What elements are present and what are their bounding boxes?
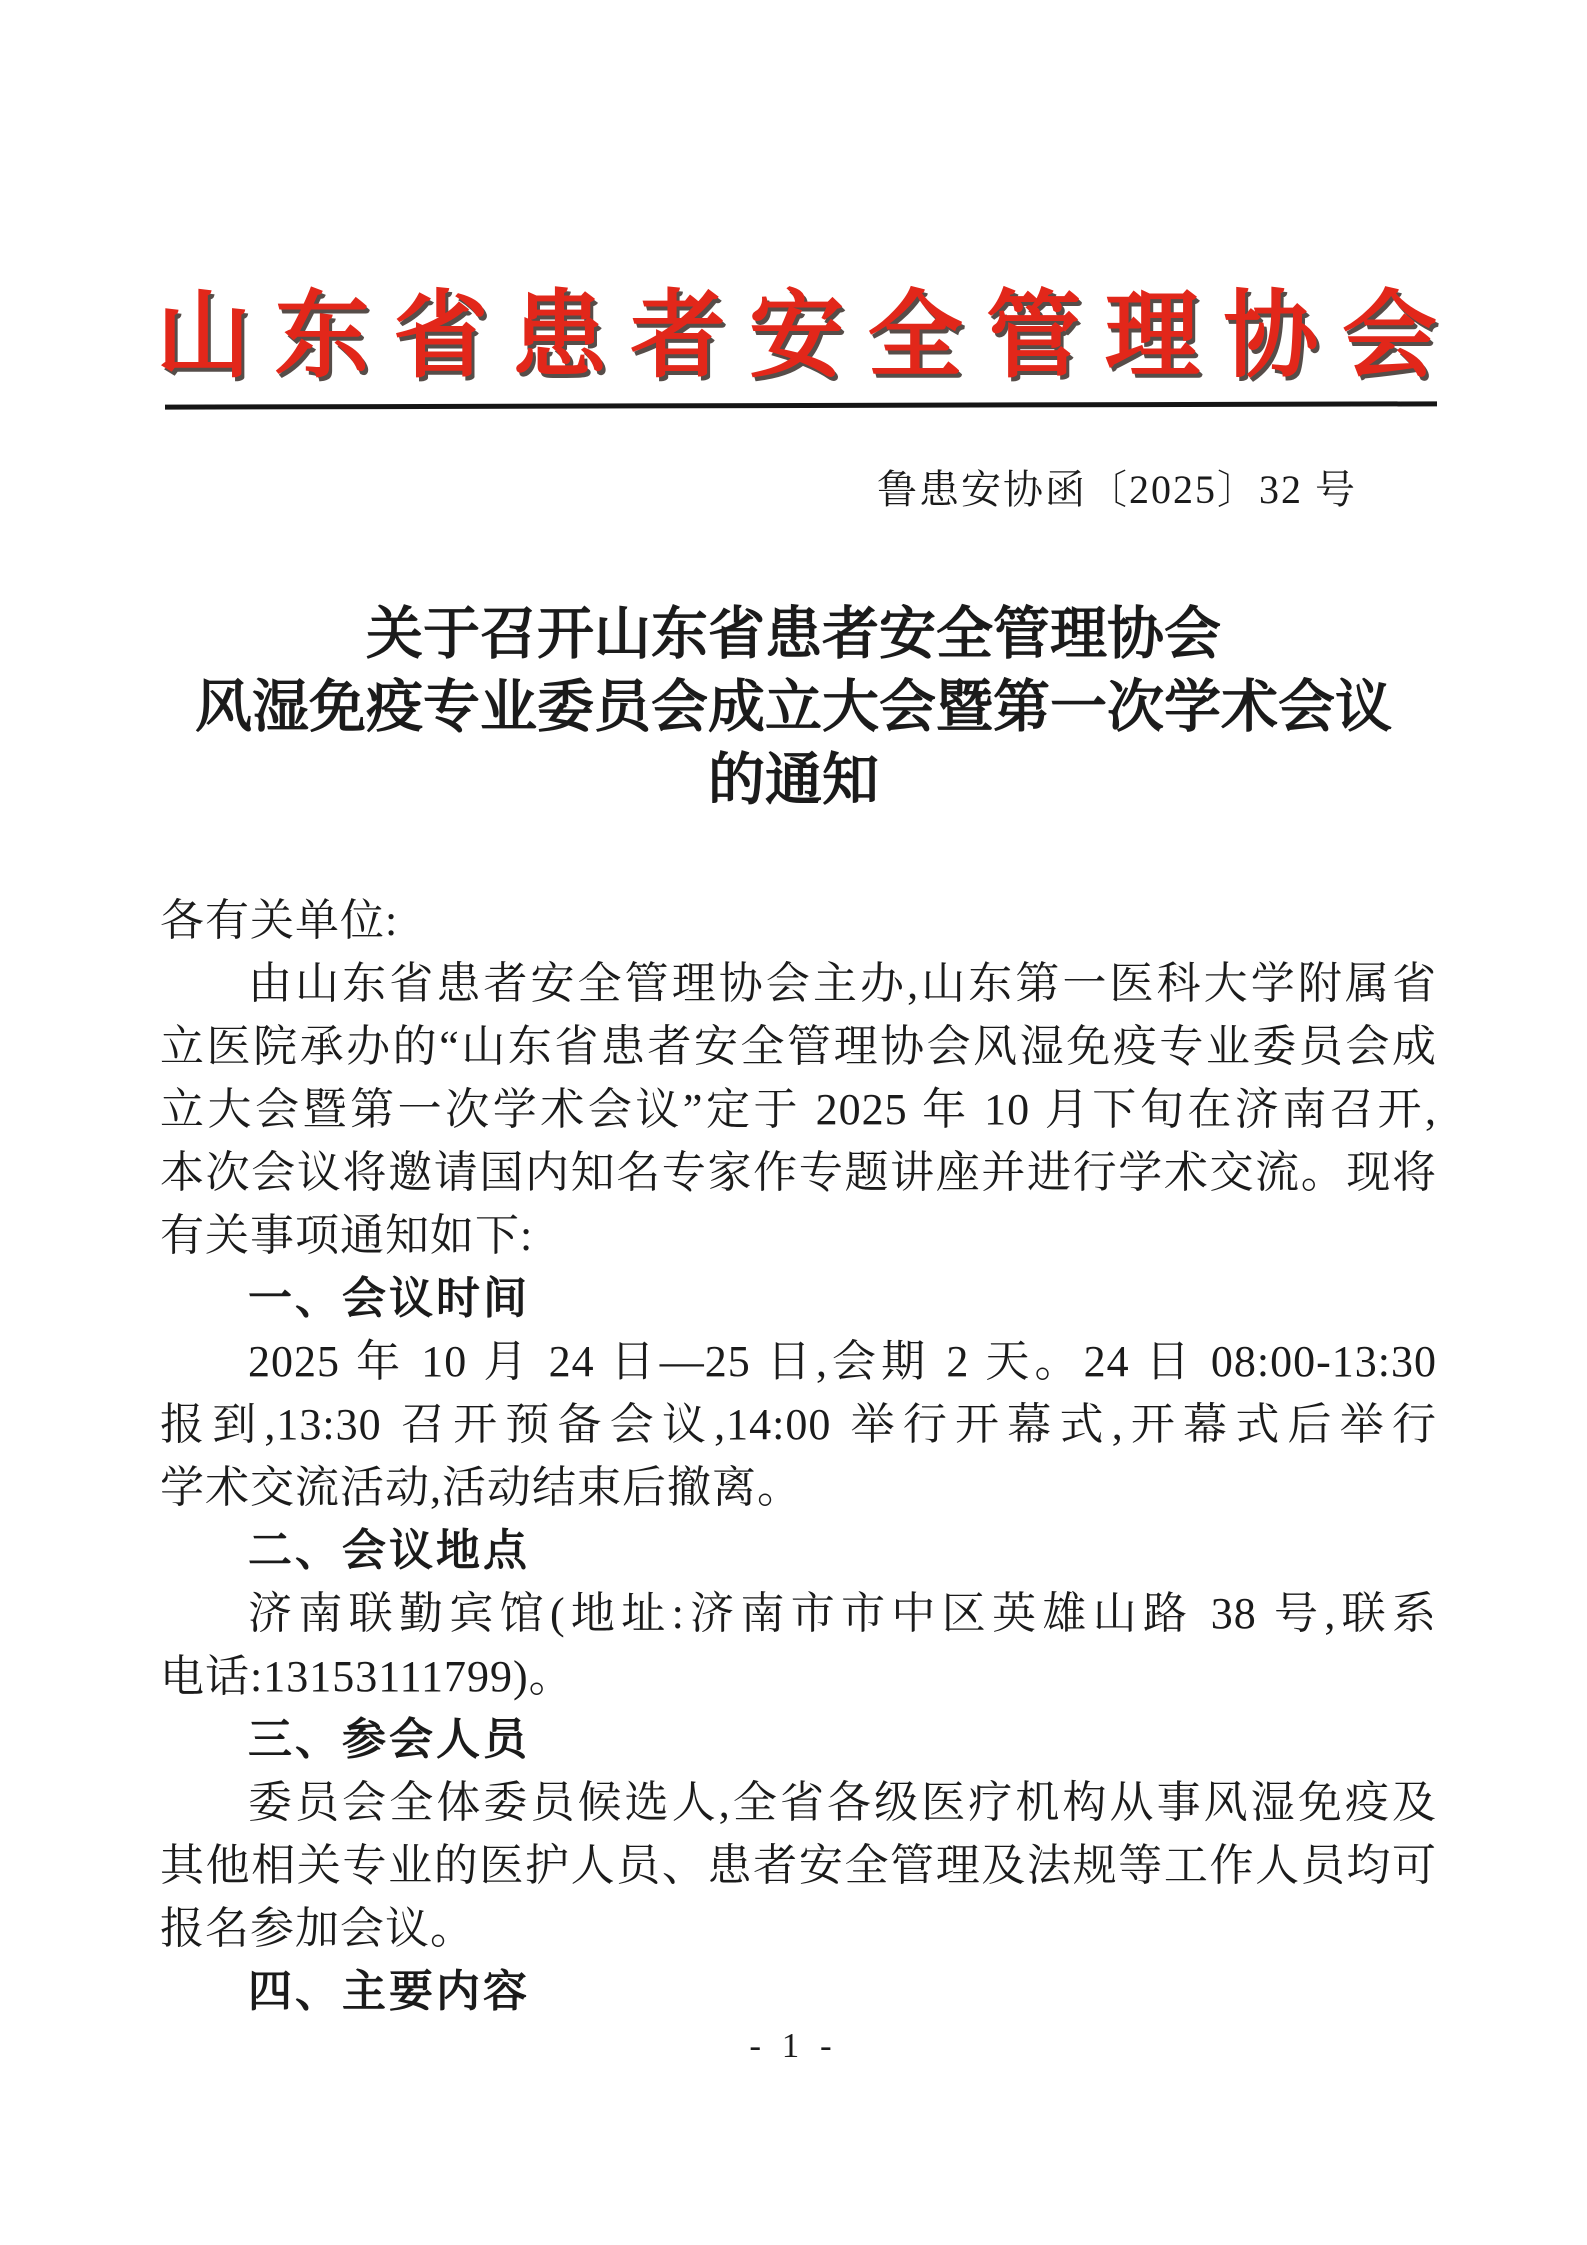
document-title: [120, 598, 1467, 817]
letterhead-rule: [165, 402, 1437, 410]
body-line: 有关事项通知如下:: [160, 1211, 534, 1261]
body-line: 各有关单位:: [160, 896, 399, 946]
body-line: 二、会议地点: [248, 1526, 530, 1576]
body-line: 三、参会人员: [248, 1715, 530, 1765]
body-line: 四、主要内容: [248, 1967, 530, 2017]
body-line: 委员会全体委员候选人,全省各级医疗机构从事风湿免疫及: [248, 1778, 1437, 1828]
body-line: 电话:13153111799)。: [160, 1652, 574, 1702]
title-line: 的通知: [708, 748, 879, 813]
body-line: 本次会议将邀请国内知名专家作专题讲座并进行学术交流。现将: [160, 1148, 1437, 1198]
body-line: 其他相关专业的医护人员、患者安全管理及法规等工作人员均可: [160, 1841, 1437, 1891]
page-number: - 1 -: [749, 2026, 838, 2066]
title-line: 风湿免疫专业委员会成立大会暨第一次学术会议: [195, 675, 1392, 740]
body-line: 报到,13:30 召开预备会议,14:00 举行开幕式,开幕式后举行: [160, 1400, 1437, 1450]
document-body: [160, 889, 1437, 2023]
body-line: 立医院承办的“山东省患者安全管理协会风湿免疫专业委员会成: [160, 1022, 1437, 1072]
letterhead-org-name: 山东省患者安全管理协会: [156, 283, 1437, 389]
body-line: 学术交流活动,活动结束后撤离。: [160, 1463, 802, 1513]
body-line: 一、会议时间: [248, 1274, 530, 1324]
title-line: 关于召开山东省患者安全管理协会: [366, 602, 1221, 667]
body-line: 2025 年 10 月 24 日—25 日,会期 2 天。24 日 08:00-13:30: [248, 1337, 1437, 1387]
body-line: 济南联勤宾馆(地址:济南市市中区英雄山路 38 号,联系: [248, 1589, 1438, 1639]
body-line: 报名参加会议。: [160, 1904, 475, 1954]
body-line: 立大会暨第一次学术会议”定于 2025 年 10 月下旬在济南召开,: [160, 1085, 1437, 1135]
doc-number: 鲁患安协函〔2025〕32 号: [877, 467, 1357, 513]
body-line: 由山东省患者安全管理协会主办,山东第一医科大学附属省: [248, 959, 1437, 1009]
